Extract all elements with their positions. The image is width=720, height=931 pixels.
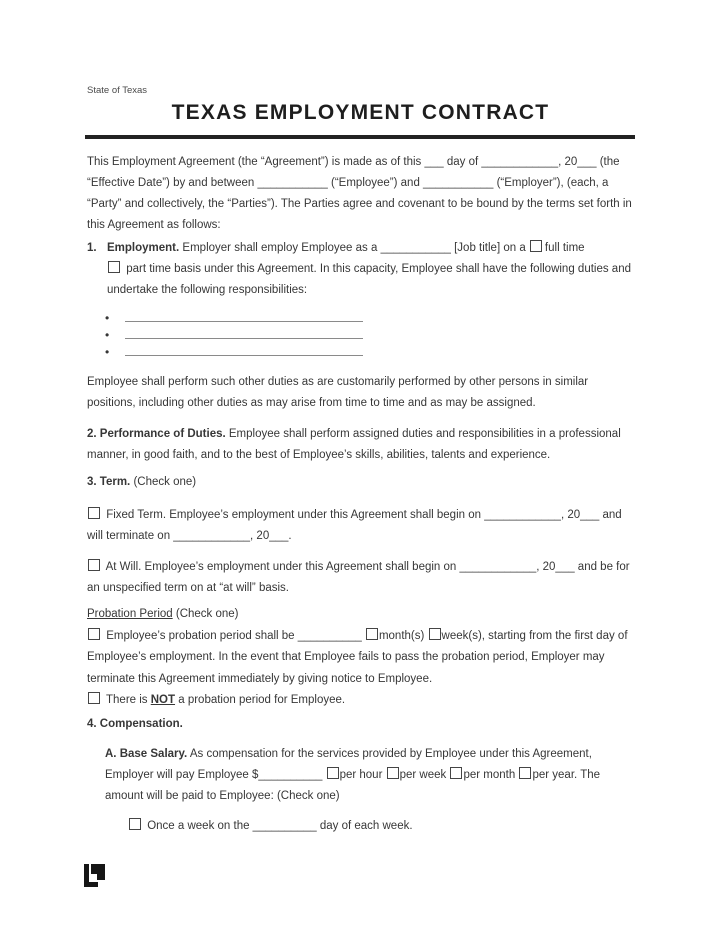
probation-option-1 [87, 626, 634, 691]
logo-notch [91, 874, 97, 880]
section-compensation-heading: 4. Compensation. [87, 718, 183, 730]
per-week-label: per week [399, 769, 447, 781]
fixed-term-checkbox[interactable] [88, 507, 100, 519]
page-title: TEXAS EMPLOYMENT CONTRACT [171, 101, 550, 124]
at-will-checkbox[interactable] [88, 559, 100, 571]
per-hour-label: per hour [339, 769, 383, 781]
once-a-week-label: Once a week on the __________ day of each week. [147, 820, 413, 832]
probation-option-2-text-b: a probation period for Employee. [178, 694, 346, 706]
legal-templates-logo-icon [84, 864, 105, 887]
section-2-heading: 2. Performance of Duties. [87, 428, 226, 440]
base-salary-heading: A. Base Salary. [105, 748, 188, 760]
weeks-label: week(s), starting from the first day of Employee’s employment. In the event that Employee fails to pass the probation period, Employer may terminate this Agreement immediately by giving notice to Employee. [87, 629, 628, 685]
base-salary-text: As compensation for the services provided by Employee under this Agreement, Employer will pay Employee $__________ [105, 748, 592, 781]
per-year-label: per year. The amount will be paid to Employee: (Check one) [105, 769, 601, 802]
duty-bullet-item [105, 325, 652, 342]
no-probation-checkbox[interactable] [88, 692, 100, 704]
per-month-label: per month [463, 769, 516, 781]
state-label: State of Texas [87, 85, 148, 96]
at-will-option [87, 557, 634, 599]
intro-paragraph: This Employment Agreement (the “Agreement”) is made as of this ___ day of ____________, 20___ (the “Effective Date”) by and between ___________ (“Employee”) and ___________ (“Employer”), (each, a “Party” and collectively, the “Parties”). The Parties agree and covenant to be bound by the terms set forth in this Agreement as follows: [87, 156, 632, 231]
fixed-term-option [87, 505, 634, 547]
section-3-heading: 3. Term. [87, 476, 131, 488]
base-salary-paragraph [105, 744, 634, 807]
performance-text: Employee shall perform assigned duties and responsibilities in a professional manner, in good faith, and to the best of Employee’s skills, abilities, talents and experience. [87, 428, 621, 461]
section-1-body [107, 238, 634, 301]
section-employment [87, 238, 634, 301]
bullet-icon: • [105, 328, 110, 342]
probation-period-checkbox[interactable] [88, 628, 100, 640]
duty-bullet-item [105, 308, 652, 325]
fixed-term-text: Employee’s employment under this Agreement shall begin on ____________, 20___ and will terminate on ____________, 20___. [87, 509, 622, 542]
per-year-checkbox[interactable] [519, 767, 531, 779]
probation-option-2 [87, 690, 634, 712]
once-a-week-option [128, 816, 634, 837]
duty-blank-line[interactable] [125, 342, 363, 356]
per-week-checkbox[interactable] [387, 767, 399, 779]
probation-section [87, 604, 634, 712]
bullet-icon: • [105, 345, 110, 359]
once-a-week-checkbox[interactable] [129, 818, 141, 830]
months-checkbox[interactable] [366, 628, 378, 640]
logo-l-foot [84, 882, 98, 887]
employment-text: Employer shall employ Employee as a ___________ [Job title] on a [182, 242, 526, 254]
probation-heading: Probation Period [87, 608, 173, 620]
duty-bullet-item [105, 342, 652, 359]
probation-check-one-label: (Check one) [175, 608, 239, 620]
section-1-heading: Employment. [107, 242, 180, 254]
other-duties-paragraph: Employee shall perform such other duties as are customarily performed by other persons in similar positions, including other duties as may arise from time to time and as may be assigned. [87, 376, 589, 409]
full-time-label: full time [544, 242, 585, 254]
weeks-checkbox[interactable] [429, 628, 441, 640]
section-1-number: 1. [87, 242, 97, 254]
probation-heading-row [87, 604, 634, 626]
probation-option-2-text-a: There is [106, 694, 148, 706]
duty-blank-line[interactable] [125, 325, 363, 339]
full-time-checkbox[interactable] [530, 240, 542, 252]
probation-option-1-text-a: Employee’s probation period shall be __________ [106, 629, 362, 642]
title-rule [85, 135, 635, 139]
part-time-checkbox[interactable] [108, 261, 120, 273]
per-hour-checkbox[interactable] [327, 767, 339, 779]
not-word: NOT [150, 694, 176, 706]
per-month-checkbox[interactable] [450, 767, 462, 779]
section-term [87, 472, 634, 493]
bullet-icon: • [105, 311, 110, 325]
part-time-label: part time basis under this Agreement. In this capacity, Employee shall have the following duties and undertake the following responsibilities: [107, 263, 631, 296]
at-will-text: Employee’s employment under this Agreement shall begin on ____________, 20___ and be for an unspecified term on at “at will” basis. [87, 561, 630, 594]
section-performance [87, 424, 634, 466]
months-label: month(s) [378, 629, 425, 642]
duties-bullet-list [105, 308, 652, 359]
term-check-one-label: (Check one) [133, 476, 197, 488]
fixed-term-label: Fixed Term. [106, 509, 167, 521]
duty-blank-line[interactable] [125, 308, 363, 322]
at-will-label: At Will. [105, 561, 142, 573]
